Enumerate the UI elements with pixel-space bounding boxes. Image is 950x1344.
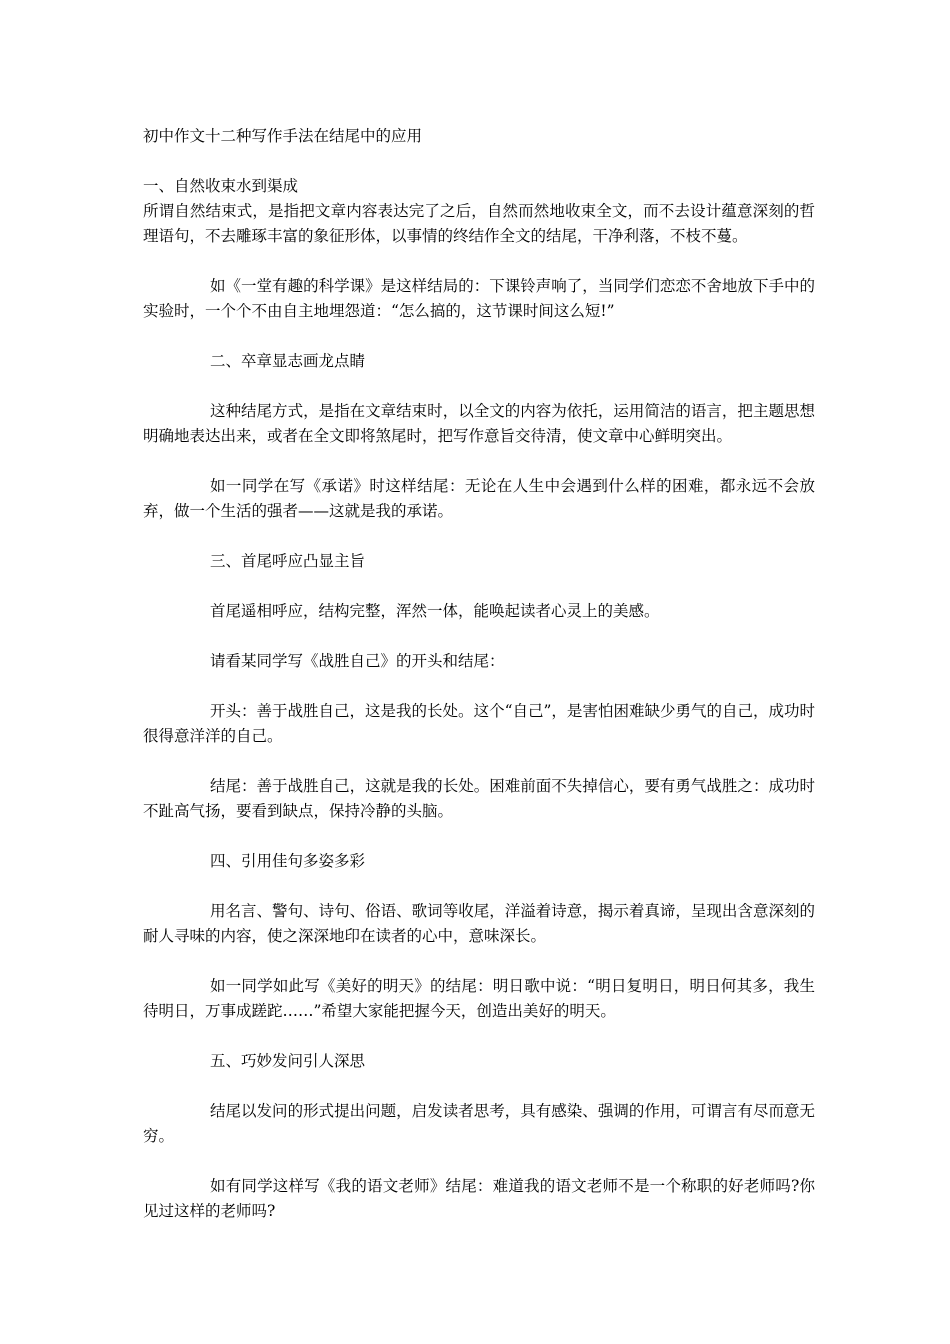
document-page (143, 124, 815, 1224)
section-5-heading: 五、巧妙发问引人深思 (210, 1052, 366, 1070)
section-5-paragraph-1: 结尾以发问的形式提出问题，启发读者思考，具有感染、强调的作用，可谓言有尽而意无穷。 (143, 1102, 815, 1145)
section-3-paragraph-2: 请看某同学写《战胜自己》的开头和结尾： (210, 652, 505, 670)
section-2-paragraph-2: 如一同学在写《承诺》时这样结尾：无论在人生中会遇到什么样的困难，都永远不会放弃，做一个生活的强者——这就是我的承诺。 (143, 477, 815, 520)
section-3-paragraph-3: 开头：善于战胜自己，这是我的长处。这个“自己”，是害怕困难缺少勇气的自己，成功时很得意洋洋的自己。 (143, 702, 815, 745)
section-2-paragraph-1: 这种结尾方式，是指在文章结束时，以全文的内容为依托，运用简洁的语言，把主题思想明确地表达出来，或者在全文即将煞尾时，把写作意旨交待清，使文章中心鲜明突出。 (143, 402, 815, 445)
document-title: 初中作文十二种写作手法在结尾中的应用 (143, 127, 423, 145)
section-3-paragraph-4: 结尾：善于战胜自己，这就是我的长处。困难前面不失掉信心，要有勇气战胜之：成功时不趾高气扬，要看到缺点，保持冷静的头脑。 (143, 777, 815, 820)
section-5-paragraph-2: 如有同学这样写《我的语文老师》结尾：难道我的语文老师不是一个称职的好老师吗?你见过这样的老师吗? (143, 1177, 815, 1220)
section-4-heading: 四、引用佳句多姿多彩 (210, 852, 366, 870)
section-4-paragraph-1: 用名言、警句、诗句、俗语、歌词等收尾，洋溢着诗意，揭示着真谛，呈现出含意深刻的耐人寻味的内容，使之深深地印在读者的心中，意味深长。 (143, 902, 815, 945)
section-1-paragraph-1: 所谓自然结束式，是指把文章内容表达完了之后，自然而然地收束全文，而不去设计蕴意深刻的哲理语句，不去雕琢丰富的象征形体，以事情的终结作全文的结尾，干净利落，不枝不蔓。 (143, 202, 815, 245)
section-4-paragraph-2: 如一同学如此写《美好的明天》的结尾：明日歌中说：“明日复明日，明日何其多，我生待明日，万事成蹉跎……”希望大家能把握今天，创造出美好的明天。 (143, 977, 815, 1020)
section-3-heading: 三、首尾呼应凸显主旨 (210, 552, 366, 570)
section-2-heading: 二、卒章显志画龙点睛 (210, 352, 366, 370)
section-3-paragraph-1: 首尾遥相呼应，结构完整，浑然一体，能唤起读者心灵上的美感。 (210, 602, 660, 620)
section-1-heading: 一、自然收束水到渠成 (143, 177, 299, 195)
section-1-paragraph-2: 如《一堂有趣的科学课》是这样结局的：下课铃声响了，当同学们恋恋不舍地放下手中的实验时，一个个不由自主地埋怨道：“怎么搞的，这节课时间这么短!” (143, 277, 815, 320)
